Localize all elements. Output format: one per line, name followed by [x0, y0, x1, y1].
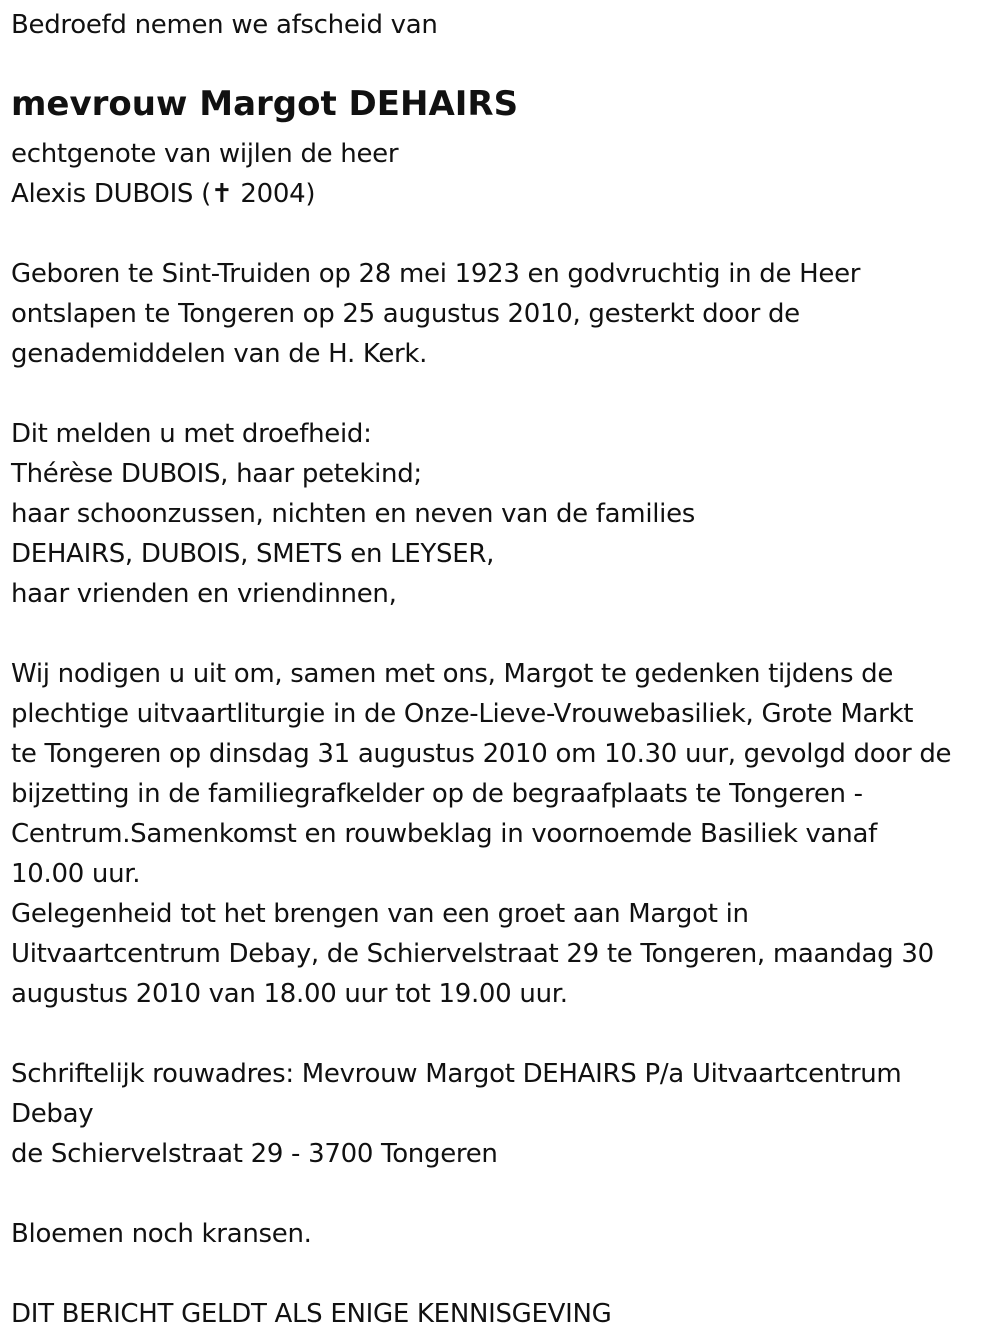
birth-death-line: ontslapen te Tongeren op 25 augustus 2010, gesterkt door de [11, 299, 800, 329]
ceremony-line: 10.00 uur. [11, 859, 141, 889]
ceremony-line: augustus 2010 van 18.00 uur tot 19.00 uur. [11, 979, 568, 1009]
birth-death-line: Geboren te Sint-Truiden op 28 mei 1923 en godvruchtig in de Heer [11, 259, 861, 289]
deceased-name: mevrouw Margot DEHAIRS [11, 84, 519, 124]
announcer-line: haar vrienden en vriendinnen, [11, 579, 397, 609]
ceremony-line: plechtige uitvaartliturgie in de Onze-Lieve-Vrouwebasiliek, Grote Markt [11, 699, 914, 729]
ceremony-line: Wij nodigen u uit om, samen met ons, Margot te gedenken tijdens de [11, 659, 894, 689]
address-line: Schriftelijk rouwadres: Mevrouw Margot DEHAIRS P/a Uitvaartcentrum [11, 1059, 902, 1089]
announcer-line: Dit melden u met droefheid: [11, 419, 372, 449]
address-line: Debay [11, 1099, 94, 1129]
address-line: de Schiervelstraat 29 - 3700 Tongeren [11, 1139, 498, 1169]
announcer-line: Thérèse DUBOIS, haar petekind; [11, 459, 422, 489]
ceremony-line: Uitvaartcentrum Debay, de Schiervelstraat 29 te Tongeren, maandag 30 [11, 939, 934, 969]
spouse-name: Alexis DUBOIS (✝ 2004) [11, 179, 316, 209]
birth-death-line: genademiddelen van de H. Kerk. [11, 339, 428, 369]
ceremony-line: Gelegenheid tot het brengen van een groet aan Margot in [11, 899, 749, 929]
ceremony-line: Centrum.Samenkomst en rouwbeklag in voornoemde Basiliek vanaf [11, 819, 877, 849]
spouse-line: echtgenote van wijlen de heer [11, 139, 399, 169]
intro-text: Bedroefd nemen we afscheid van [11, 10, 438, 40]
ceremony-line: te Tongeren op dinsdag 31 augustus 2010 om 10.30 uur, gevolgd door de [11, 739, 952, 769]
announcer-line: haar schoonzussen, nichten en neven van de families [11, 499, 696, 529]
ceremony-line: bijzetting in de familiegrafkelder op de begraafplaats te Tongeren - [11, 779, 863, 809]
announcer-line: DEHAIRS, DUBOIS, SMETS en LEYSER, [11, 539, 495, 569]
flowers-note: Bloemen noch kransen. [11, 1219, 312, 1249]
closing-notice: DIT BERICHT GELDT ALS ENIGE KENNISGEVING [11, 1299, 612, 1329]
